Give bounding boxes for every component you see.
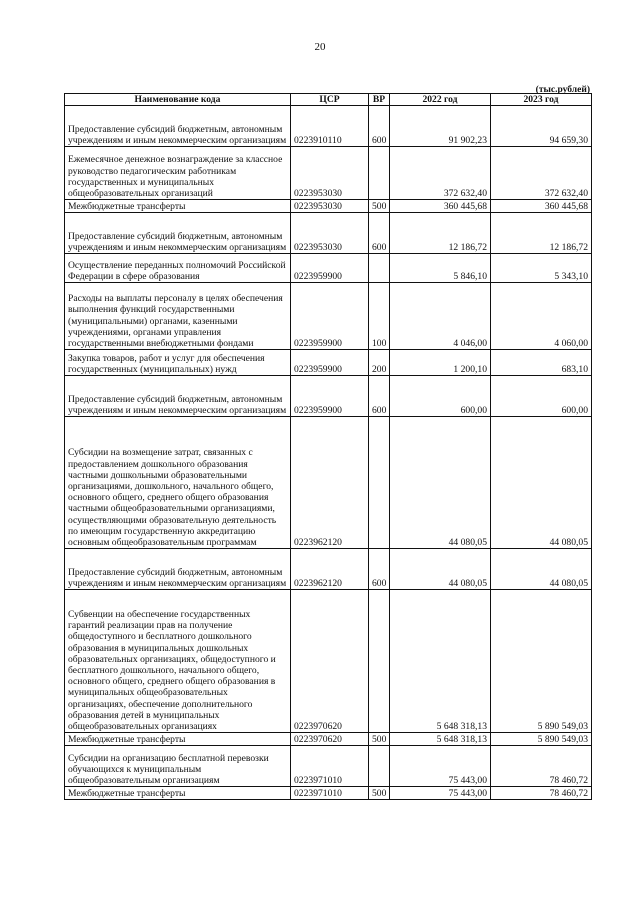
- table-row: [65, 787, 592, 800]
- cell-csr: 0223962120: [291, 417, 369, 549]
- cell-2023: 360 445,68: [491, 200, 592, 213]
- cell-vr: 500: [369, 200, 390, 213]
- cell-name: Ежемесячное денежное вознаграждение за классное руководство педагогическим работникам государственных и муниципальных общеобразовательных организаций: [65, 147, 291, 200]
- cell-vr: [369, 254, 390, 283]
- table-row: [65, 200, 592, 213]
- cell-vr: 500: [369, 787, 390, 800]
- cell-2022: 5 648 318,13: [390, 590, 491, 733]
- cell-vr: 600: [369, 376, 390, 417]
- table-row: [65, 350, 592, 376]
- cell-name: Расходы на выплаты персоналу в целях обеспечения выполнения функций государственными (муниципальными) органами, казенными учреждениями, органами управления государственными внебюджетными фондами: [65, 283, 291, 350]
- cell-csr: 0223971010: [291, 787, 369, 800]
- cell-2022: 1 200,10: [390, 350, 491, 376]
- header-2023: 2023 год: [491, 94, 592, 106]
- cell-2023: 44 080,05: [491, 417, 592, 549]
- cell-2023: 4 060,00: [491, 283, 592, 350]
- cell-2022: 5 648 318,13: [390, 733, 491, 746]
- cell-name: Межбюджетные трансферты: [65, 733, 291, 746]
- table-row: [65, 417, 592, 549]
- table-row: [65, 283, 592, 350]
- cell-csr: 0223962120: [291, 549, 369, 590]
- cell-2023: 78 460,72: [491, 746, 592, 787]
- cell-2022: 44 080,05: [390, 549, 491, 590]
- cell-vr: 100: [369, 283, 390, 350]
- cell-name: Закупка товаров, работ и услуг для обеспечения государственных (муниципальных) нужд: [65, 350, 291, 376]
- cell-vr: [369, 417, 390, 549]
- cell-csr: 0223959900: [291, 376, 369, 417]
- cell-vr: 600: [369, 106, 390, 147]
- table-header-row: [65, 94, 592, 106]
- table-body: [65, 106, 592, 800]
- header-2022: 2022 год: [390, 94, 491, 106]
- cell-csr: 0223953030: [291, 147, 369, 200]
- cell-2023: 5 890 549,03: [491, 590, 592, 733]
- header-csr: ЦСР: [291, 94, 369, 106]
- cell-2023: 5 343,10: [491, 254, 592, 283]
- cell-2023: 12 186,72: [491, 213, 592, 254]
- cell-2022: 4 046,00: [390, 283, 491, 350]
- cell-name: Межбюджетные трансферты: [65, 787, 291, 800]
- cell-vr: 600: [369, 549, 390, 590]
- cell-vr: [369, 746, 390, 787]
- cell-2023: 683,10: [491, 350, 592, 376]
- cell-vr: [369, 590, 390, 733]
- table-row: [65, 746, 592, 787]
- cell-2022: 372 632,40: [390, 147, 491, 200]
- table-row: [65, 106, 592, 147]
- cell-2023: 5 890 549,03: [491, 733, 592, 746]
- cell-csr: 0223959900: [291, 283, 369, 350]
- cell-csr: 0223910110: [291, 106, 369, 147]
- units-label: (тыс.рублей): [535, 85, 590, 95]
- table-row: [65, 213, 592, 254]
- table-row: [65, 733, 592, 746]
- cell-name: Предоставление субсидий бюджетным, автономным учреждениям и иным некоммерческим организациям: [65, 213, 291, 254]
- cell-vr: 500: [369, 733, 390, 746]
- cell-name: Субсидии на возмещение затрат, связанных с предоставлением дошкольного образования частными дошкольными образовательными организациями, дошкольного, начального общего, основного общего, среднего общего образования частными общеобразовательными организациями, осуществляющими образовательную деятельность по имеющим государственную аккредитацию основным общеобразовательным программам: [65, 417, 291, 549]
- cell-2022: 600,00: [390, 376, 491, 417]
- cell-2022: 44 080,05: [390, 417, 491, 549]
- cell-vr: 200: [369, 350, 390, 376]
- cell-csr: 0223953030: [291, 200, 369, 213]
- table-row: [65, 376, 592, 417]
- page-number: 20: [314, 41, 326, 53]
- table-row: [65, 147, 592, 200]
- cell-name: Предоставление субсидий бюджетным, автономным учреждениям и иным некоммерческим организациям: [65, 106, 291, 147]
- cell-2023: 94 659,30: [491, 106, 592, 147]
- cell-name: Субвенции на обеспечение государственных гарантий реализации прав на получение общедоступного и бесплатного дошкольного образования в муниципальных дошкольных образовательных организациях, общедоступного и бесплатного дошкольного, начального общего, основного общего, среднего общего образования в муниципальных общеобразовательных организациях, обеспечение дополнительного образования детей в муниципальных общеобразовательных организациях: [65, 590, 291, 733]
- header-vr: ВР: [369, 94, 390, 106]
- cell-2022: 91 902,23: [390, 106, 491, 147]
- cell-name: Осуществление переданных полномочий Российской Федерации в сфере образования: [65, 254, 291, 283]
- cell-vr: 600: [369, 213, 390, 254]
- table-row: [65, 590, 592, 733]
- cell-csr: 0223953030: [291, 213, 369, 254]
- cell-name: Субсидии на организацию бесплатной перевозки обучающихся к муниципальным общеобразовательным организациям: [65, 746, 291, 787]
- cell-2022: 75 443,00: [390, 746, 491, 787]
- cell-2022: 5 846,10: [390, 254, 491, 283]
- cell-csr: 0223970620: [291, 733, 369, 746]
- header-name: Наименование кода: [65, 94, 291, 106]
- cell-2022: 75 443,00: [390, 787, 491, 800]
- budget-table: [64, 93, 592, 800]
- cell-csr: 0223959900: [291, 254, 369, 283]
- table-row: [65, 254, 592, 283]
- cell-2023: 372 632,40: [491, 147, 592, 200]
- cell-2023: 78 460,72: [491, 787, 592, 800]
- cell-2022: 360 445,68: [390, 200, 491, 213]
- table-row: [65, 549, 592, 590]
- cell-name: Предоставление субсидий бюджетным, автономным учреждениям и иным некоммерческим организациям: [65, 549, 291, 590]
- cell-2023: 600,00: [491, 376, 592, 417]
- cell-name: Предоставление субсидий бюджетным, автономным учреждениям и иным некоммерческим организациям: [65, 376, 291, 417]
- cell-name: Межбюджетные трансферты: [65, 200, 291, 213]
- cell-2022: 12 186,72: [390, 213, 491, 254]
- cell-csr: 0223970620: [291, 590, 369, 733]
- cell-csr: 0223971010: [291, 746, 369, 787]
- cell-2023: 44 080,05: [491, 549, 592, 590]
- cell-vr: [369, 147, 390, 200]
- cell-csr: 0223959900: [291, 350, 369, 376]
